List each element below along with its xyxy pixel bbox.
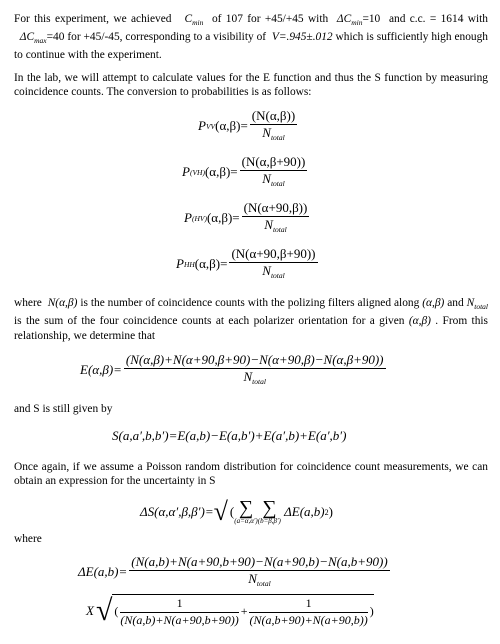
paragraph-where-n [14,296,488,344]
equation-phh: P HH (α,β)= $\frac{(N(\alpha+90,\beta+90))}{N_{total}}$ [176,246,316,280]
text-visibility: for +45/-45, corresponding to a visibility of [67,31,267,43]
equation-pvv: P VV (α,β)= $\frac{(N(\alpha,\beta))}{N_{total}}$ [198,108,296,142]
text-cc: and c.c. = 1614 [388,13,464,25]
text-with: with [467,13,488,25]
text-lab: In the lab, we will attempt to calculate values for the E function and thus the S function by measuring coincidence counts. The conversion to probabilities is as follows: [14,72,488,98]
symbol-n-alpha-beta: N(α,β) [47,297,78,309]
text-sum: is the sum of the four coincidence counts at each polarizer orientation for a given [14,315,405,327]
paragraph-s-given [14,402,488,416]
text-determine: . From this relationship, we determine that [14,315,488,342]
equation-delta-e-factor: X √ ( $\frac{1}{(N(a,b)+N(a+90,b+90))}$ + $\frac{1}{(N(a,b+90)+N(a+90,b))}$ ) [86,594,374,627]
equation-s: S(a,a′,b,b′)=E(a,b)−E(a,b′)+E(a′,b)+E(a′,b′) [112,428,347,443]
visibility-value: V=.945±.012 [271,31,333,43]
text-sufficient: which is sufficiently high enough to continue with the experiment. [14,31,488,61]
text-coincidence: is the number of coincidence counts with the polizing filters aligned along [80,297,420,309]
equation-pvh: P (VH) (α,β)= $\frac{(N(\alpha,\beta+90))}{N_{total}}$ [182,154,306,188]
paragraph-poisson [14,460,488,488]
text-poisson: Once again, if we assume a Poisson random distribution for coincidence count measurements, we can obtain an expression for the uncertainty in S [14,461,488,487]
text-of-107: of 107 for +45/+45 with [211,13,329,25]
equation-phv: P (HV) (α,β)= $\frac{(N(\alpha+90,\beta))}{N_{total}}$ [184,200,308,234]
symbol-ntotal: $N_{total}$ [466,297,489,311]
text-where-2: where [14,533,42,545]
paragraph-lab [14,71,488,99]
delta-cmin: $\Delta C_{min}=10$ [336,13,381,27]
symbol-alpha-beta: (α,β) [422,297,445,309]
equation-delta-s: ΔS(α,α′,β,β′)= √ ( ∑ (a=α,α′) ∑ (b=β,β′) ΔE(a,b) 2 ) [140,497,333,526]
text-and: and [447,297,464,309]
delta-cmax: $\Delta C_{max}=40$ [19,31,65,45]
cmin-symbol: $C_{min}$ [184,13,204,27]
paragraph-where-2 [14,532,488,546]
paragraph-visibility [14,12,488,62]
symbol-alpha-beta-2: (α,β) [408,315,431,327]
equation-e: E(α,β)= $\frac{(N(\alpha,\beta)+N(\alpha+90,\beta+90)-N(\alpha+90,\beta)-N(\alpha,\beta+90))}{N_{total}}$ [80,352,384,386]
text-s-given: and S is still given by [14,403,113,415]
text-where: where [14,297,42,309]
text-achieved: For this experiment, we achieved [14,13,172,25]
equation-delta-e: ΔE(a,b)= $\frac{(N(a,b)+N(a+90,b+90)-N(a+90,b)-N(a,b+90))}{N_{total}}$ [78,554,388,588]
